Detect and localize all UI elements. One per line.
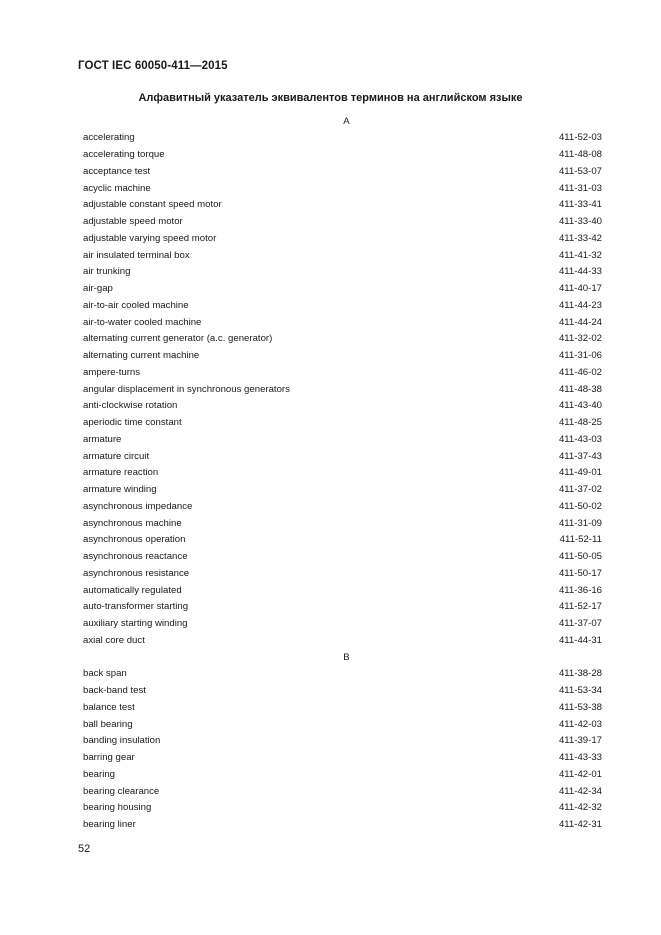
entry-term: auto-transformer starting bbox=[83, 601, 189, 613]
index-entry bbox=[79, 783, 604, 800]
entry-term: air-gap bbox=[83, 283, 113, 295]
entry-code: 411-43-40 bbox=[558, 400, 602, 412]
entry-term: ampere-turns bbox=[83, 366, 141, 378]
index-entry bbox=[79, 549, 604, 566]
entry-code: 411-53-38 bbox=[558, 701, 602, 713]
entry-code: 411-46-02 bbox=[558, 366, 602, 378]
index-entry bbox=[79, 565, 604, 582]
section-letter: B bbox=[343, 651, 350, 663]
entry-code: 411-48-38 bbox=[558, 383, 602, 395]
entry-term: asynchronous reactance bbox=[83, 551, 188, 563]
entry-code: 411-50-05 bbox=[558, 551, 602, 563]
index-entry bbox=[79, 147, 604, 164]
entry-code: 411-48-08 bbox=[558, 149, 602, 161]
entry-code: 411-37-02 bbox=[558, 484, 602, 496]
entry-term: accelerating bbox=[83, 132, 135, 144]
index-entry bbox=[79, 800, 604, 817]
index-table bbox=[79, 113, 604, 833]
entry-term: adjustable constant speed motor bbox=[83, 199, 222, 211]
entry-term: alternating current generator (a.c. generator) bbox=[83, 333, 273, 345]
index-entry bbox=[79, 163, 604, 180]
index-entry bbox=[79, 482, 604, 499]
entry-code: 411-40-17 bbox=[558, 283, 602, 295]
entry-term: armature reaction bbox=[83, 467, 159, 479]
entry-term: bearing clearance bbox=[83, 785, 160, 797]
index-entry bbox=[79, 130, 604, 147]
entry-code: 411-32-02 bbox=[558, 333, 602, 345]
entry-code: 411-42-32 bbox=[558, 802, 602, 814]
index-entry bbox=[79, 716, 604, 733]
index-entry bbox=[79, 733, 604, 750]
index-entry bbox=[79, 448, 604, 465]
entry-term: armature winding bbox=[83, 484, 157, 496]
entry-code: 411-44-24 bbox=[558, 316, 602, 328]
entry-code: 411-31-09 bbox=[558, 517, 602, 529]
index-entry bbox=[79, 666, 604, 683]
entry-term: alternating current machine bbox=[83, 350, 200, 362]
entry-term: air insulated terminal box bbox=[83, 249, 190, 261]
entry-term: asynchronous resistance bbox=[83, 567, 190, 579]
entry-code: 411-42-03 bbox=[558, 718, 602, 730]
index-entry bbox=[79, 214, 604, 231]
entry-code: 411-44-33 bbox=[558, 266, 602, 278]
entry-code: 411-31-03 bbox=[558, 182, 602, 194]
entry-code: 411-53-34 bbox=[558, 685, 602, 697]
entry-code: 411-37-43 bbox=[558, 450, 602, 462]
entry-term: accelerating torque bbox=[83, 149, 165, 161]
entry-code: 411-37-07 bbox=[558, 618, 602, 630]
entry-term: axial core duct bbox=[83, 634, 145, 646]
index-entry bbox=[79, 230, 604, 247]
index-entry bbox=[79, 264, 604, 281]
entry-code: 411-44-23 bbox=[558, 299, 602, 311]
index-entry bbox=[79, 297, 604, 314]
entry-term: acyclic machine bbox=[83, 182, 151, 194]
index-entry bbox=[79, 398, 604, 415]
entry-term: aperiodic time constant bbox=[83, 417, 182, 429]
entry-code: 411-42-01 bbox=[558, 768, 602, 780]
entry-code: 411-50-02 bbox=[558, 500, 602, 512]
entry-term: auxiliary starting winding bbox=[83, 618, 188, 630]
entry-code: 411-33-41 bbox=[558, 199, 602, 211]
index-entry bbox=[79, 616, 604, 633]
page-number: 52 bbox=[78, 843, 91, 855]
entry-term: asynchronous machine bbox=[83, 517, 182, 529]
entry-term: back-band test bbox=[83, 685, 146, 697]
entry-term: angular displacement in synchronous generators bbox=[83, 383, 290, 395]
entry-term: barring gear bbox=[83, 752, 135, 764]
entry-code: 411-53-07 bbox=[558, 165, 602, 177]
entry-term: banding insulation bbox=[83, 735, 161, 747]
entry-term: armature circuit bbox=[83, 450, 150, 462]
entry-code: 411-33-42 bbox=[558, 232, 602, 244]
entry-code: 411-36-16 bbox=[558, 584, 602, 596]
index-entry bbox=[79, 817, 604, 834]
index-entry bbox=[79, 415, 604, 432]
index-entry bbox=[79, 364, 604, 381]
entry-term: automatically regulated bbox=[83, 584, 182, 596]
entry-term: acceptance test bbox=[83, 165, 151, 177]
index-entry bbox=[79, 599, 604, 616]
entry-code: 411-39-17 bbox=[558, 735, 602, 747]
index-entry bbox=[79, 515, 604, 532]
section-letter: A bbox=[343, 115, 350, 127]
entry-term: air-to-water cooled machine bbox=[83, 316, 202, 328]
entry-term: bearing bbox=[83, 768, 116, 780]
entry-code: 411-52-17 bbox=[558, 601, 602, 613]
entry-code: 411-43-33 bbox=[558, 752, 602, 764]
entry-term: bearing housing bbox=[83, 802, 152, 814]
entry-term: armature bbox=[83, 433, 122, 445]
entry-code: 411-48-25 bbox=[558, 417, 602, 429]
index-entry bbox=[79, 699, 604, 716]
entry-code: 411-43-03 bbox=[558, 433, 602, 445]
entry-term: adjustable varying speed motor bbox=[83, 232, 217, 244]
index-entry bbox=[79, 247, 604, 264]
entry-term: balance test bbox=[83, 701, 135, 713]
index-entry bbox=[79, 750, 604, 767]
entry-code: 411-41-32 bbox=[558, 249, 602, 261]
index-entry bbox=[79, 348, 604, 365]
entry-term: back span bbox=[83, 668, 127, 680]
entry-code: 411-50-17 bbox=[558, 567, 602, 579]
entry-code: 411-42-31 bbox=[558, 819, 602, 831]
index-entry bbox=[79, 381, 604, 398]
index-entry bbox=[79, 465, 604, 482]
index-entry bbox=[79, 683, 604, 700]
entry-term: asynchronous impedance bbox=[83, 500, 193, 512]
entry-term: air-to-air cooled machine bbox=[83, 299, 189, 311]
entry-term: ball bearing bbox=[83, 718, 133, 730]
entry-term: air trunking bbox=[83, 266, 131, 278]
index-entry bbox=[79, 582, 604, 599]
document-code: ГОСТ IEC 60050-411—2015 bbox=[78, 60, 228, 72]
entry-term: bearing liner bbox=[83, 819, 136, 831]
entry-code: 411-38-28 bbox=[558, 668, 602, 680]
entry-code: 411-49-01 bbox=[558, 467, 602, 479]
entry-code: 411-44-31 bbox=[558, 634, 602, 646]
entry-code: 411-42-34 bbox=[558, 785, 602, 797]
entry-code: 411-33-40 bbox=[558, 216, 602, 228]
index-entry bbox=[79, 766, 604, 783]
index-entry bbox=[79, 281, 604, 298]
index-entry bbox=[79, 498, 604, 515]
index-entry bbox=[79, 197, 604, 214]
entry-code: 411-52-11 bbox=[559, 534, 602, 546]
index-entry bbox=[79, 314, 604, 331]
index-title: Алфавитный указатель эквивалентов терминов на английском языке bbox=[138, 92, 523, 104]
entry-term: adjustable speed motor bbox=[83, 216, 183, 228]
index-entry bbox=[79, 632, 604, 649]
index-entry bbox=[79, 180, 604, 197]
entry-term: anti-clockwise rotation bbox=[83, 400, 178, 412]
entry-code: 411-31-06 bbox=[558, 350, 602, 362]
index-entry bbox=[79, 431, 604, 448]
index-entry bbox=[79, 532, 604, 549]
index-entry bbox=[79, 331, 604, 348]
entry-code: 411-52-03 bbox=[558, 132, 602, 144]
entry-term: asynchronous operation bbox=[83, 534, 186, 546]
